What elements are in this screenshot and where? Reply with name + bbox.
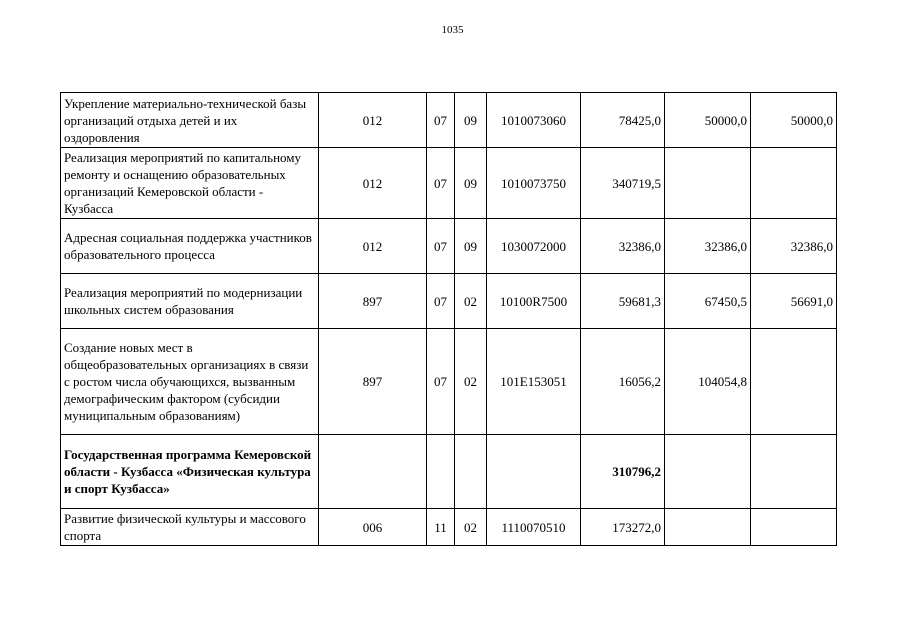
target-code: 1030072000 bbox=[487, 219, 581, 274]
sum-year-2 bbox=[665, 435, 751, 509]
sum-year-3 bbox=[751, 435, 837, 509]
sum-year-1: 340719,5 bbox=[581, 148, 665, 219]
target-code: 1010073750 bbox=[487, 148, 581, 219]
sum-year-3: 50000,0 bbox=[751, 93, 837, 148]
ministry-code: 012 bbox=[319, 148, 427, 219]
section-code: 07 bbox=[427, 93, 455, 148]
subsection-code: 02 bbox=[455, 509, 487, 546]
sum-year-2 bbox=[665, 148, 751, 219]
section-code bbox=[427, 435, 455, 509]
table-row bbox=[61, 435, 837, 509]
ministry-code: 897 bbox=[319, 274, 427, 329]
section-code: 07 bbox=[427, 329, 455, 435]
subsection-code: 09 bbox=[455, 93, 487, 148]
ministry-code: 897 bbox=[319, 329, 427, 435]
target-code: 1010073060 bbox=[487, 93, 581, 148]
table-row bbox=[61, 148, 837, 219]
row-name: Реализация мероприятий по капитальному ремонту и оснащению образовательных организаций Кемеровской области - Кузбасса bbox=[61, 148, 319, 219]
ministry-code bbox=[319, 435, 427, 509]
sum-year-3: 32386,0 bbox=[751, 219, 837, 274]
subsection-code: 09 bbox=[455, 148, 487, 219]
row-name: Адресная социальная поддержка участников образовательного процесса bbox=[61, 219, 319, 274]
subsection-code: 02 bbox=[455, 329, 487, 435]
subsection-code: 02 bbox=[455, 274, 487, 329]
section-code: 07 bbox=[427, 219, 455, 274]
budget-table bbox=[60, 92, 837, 546]
ministry-code: 012 bbox=[319, 219, 427, 274]
sum-year-2: 104054,8 bbox=[665, 329, 751, 435]
row-name: Развитие физической культуры и массового спорта bbox=[61, 509, 319, 546]
ministry-code: 006 bbox=[319, 509, 427, 546]
sum-year-3 bbox=[751, 329, 837, 435]
target-code: 101E153051 bbox=[487, 329, 581, 435]
section-code: 07 bbox=[427, 274, 455, 329]
sum-year-3: 56691,0 bbox=[751, 274, 837, 329]
sum-year-2: 32386,0 bbox=[665, 219, 751, 274]
ministry-code: 012 bbox=[319, 93, 427, 148]
row-name: Укрепление материально-технической базы организаций отдыха детей и их оздоровления bbox=[61, 93, 319, 148]
row-name: Создание новых мест в общеобразовательных организациях в связи с ростом числа обучающихся, вызванным демографическим фактором (субсидии муниципальным образованиям) bbox=[61, 329, 319, 435]
table-row bbox=[61, 93, 837, 148]
sum-year-2: 67450,5 bbox=[665, 274, 751, 329]
sum-year-3 bbox=[751, 509, 837, 546]
sum-year-2 bbox=[665, 509, 751, 546]
sum-year-1: 59681,3 bbox=[581, 274, 665, 329]
subsection-code: 09 bbox=[455, 219, 487, 274]
table-row bbox=[61, 329, 837, 435]
subsection-code bbox=[455, 435, 487, 509]
sum-year-1: 173272,0 bbox=[581, 509, 665, 546]
sum-year-1: 16056,2 bbox=[581, 329, 665, 435]
table-row bbox=[61, 509, 837, 546]
sum-year-1: 32386,0 bbox=[581, 219, 665, 274]
page-number: 1035 bbox=[441, 24, 464, 36]
sum-year-3 bbox=[751, 148, 837, 219]
section-code: 11 bbox=[427, 509, 455, 546]
row-name: Государственная программа Кемеровской области - Кузбасса «Физическая культура и спорт Кузбасса» bbox=[61, 435, 319, 509]
target-code bbox=[487, 435, 581, 509]
table-row bbox=[61, 219, 837, 274]
table-row bbox=[61, 274, 837, 329]
target-code: 10100R7500 bbox=[487, 274, 581, 329]
sum-year-2: 50000,0 bbox=[665, 93, 751, 148]
sum-year-1: 310796,2 bbox=[581, 435, 665, 509]
row-name: Реализация мероприятий по модернизации школьных систем образования bbox=[61, 274, 319, 329]
section-code: 07 bbox=[427, 148, 455, 219]
sum-year-1: 78425,0 bbox=[581, 93, 665, 148]
target-code: 1110070510 bbox=[487, 509, 581, 546]
